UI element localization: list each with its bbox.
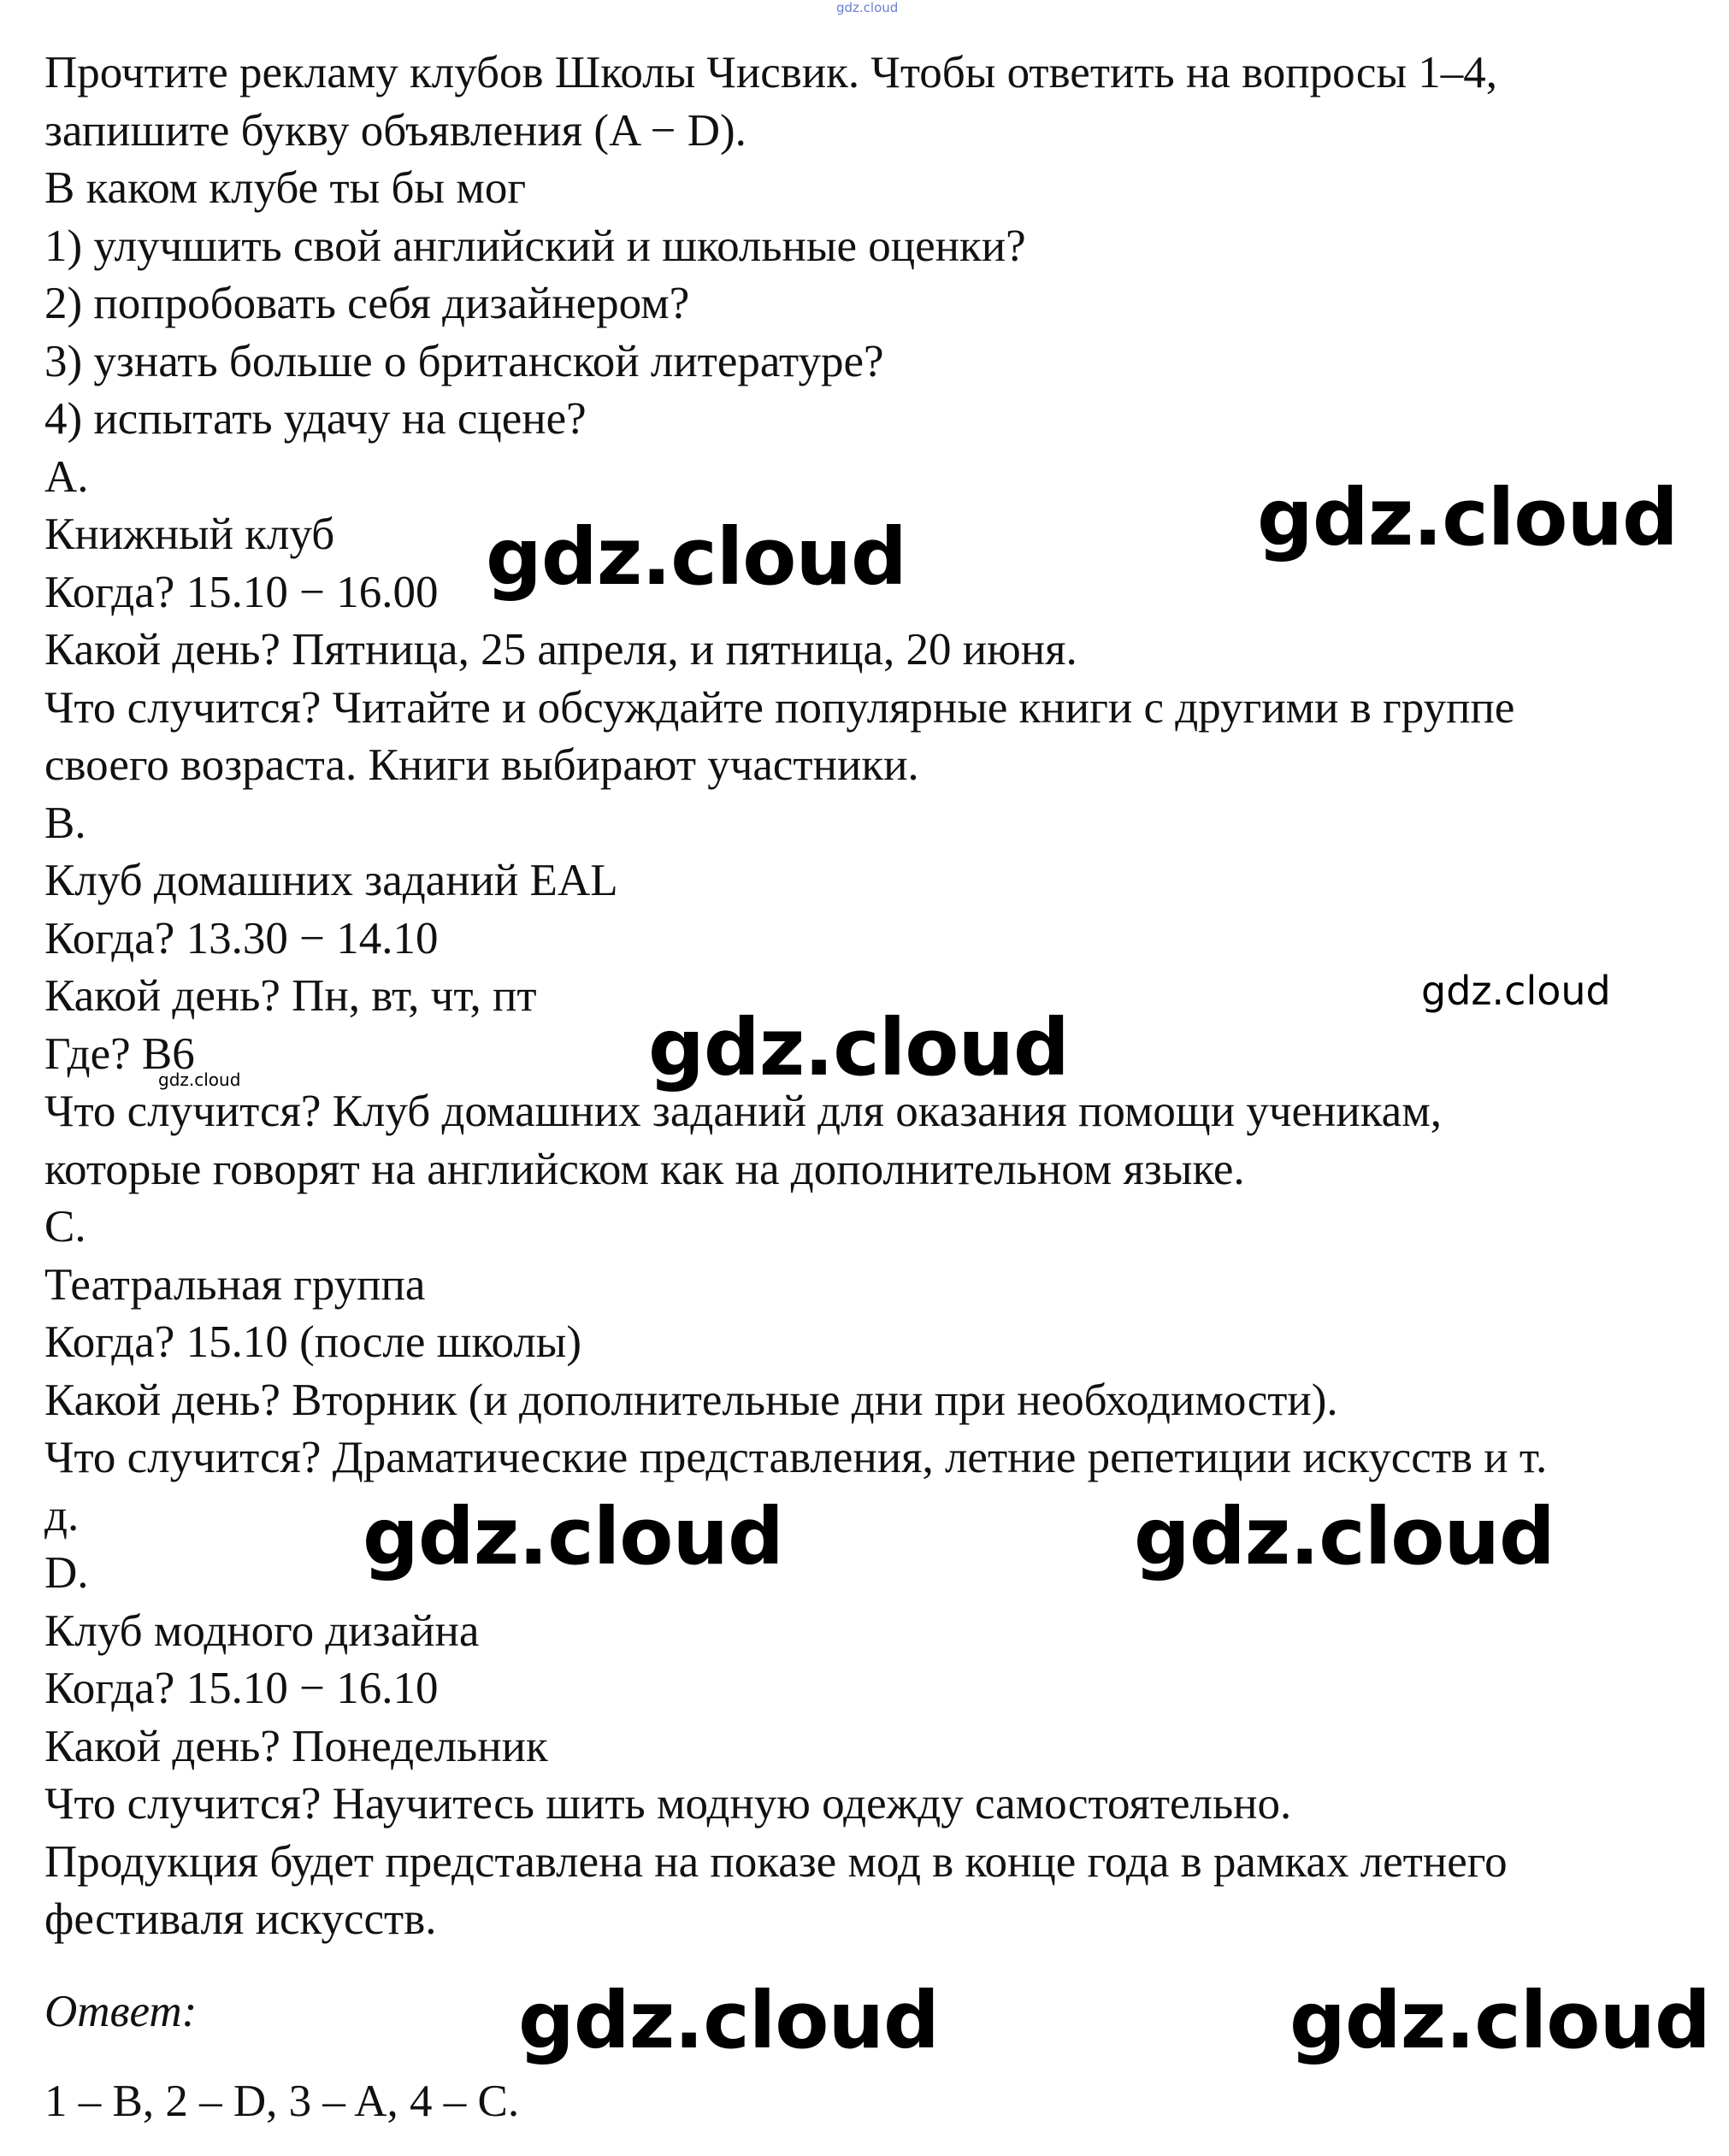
ad-d-what-1: Что случится? Научитесь шить модную одежду самостоятельно.	[44, 1779, 1292, 1829]
ad-a-day: Какой день? Пятница, 25 апреля, и пятница, 20 июня.	[44, 625, 1077, 674]
ad-d-what-2: Продукция будет представлена на показе мод в конце года в рамках летнего	[44, 1836, 1508, 1887]
answer-value: 1 – B, 2 – D, 3 – A, 4 – C.	[44, 2076, 520, 2126]
intro-line-1: Прочтите рекламу клубов Школы Чисвик. Чтобы ответить на вопросы 1–4,	[44, 48, 1498, 97]
ad-b-letter: B.	[44, 798, 86, 848]
ad-a-what-2: своего возраста. Книги выбирают участники.	[44, 740, 919, 790]
ad-c-what-1: Что случится? Драматические представления, летние репетиции искусств и т.	[44, 1433, 1548, 1482]
watermark-7: gdz.cloud	[1134, 1491, 1555, 1582]
ad-d-when: Когда? 15.10 − 16.10	[44, 1664, 439, 1713]
ad-a-title: Книжный клуб	[44, 510, 335, 559]
ad-b-title: Клуб домашних заданий EAL	[44, 856, 618, 905]
ad-b-where: Где? B6	[44, 1028, 195, 1079]
question-3: 3) узнать больше о британской литературе?	[44, 336, 884, 386]
question-1: 1) улучшить свой английский и школьные оценки?	[44, 221, 1026, 271]
watermark-1: gdz.cloud	[1257, 472, 1678, 563]
watermark-8: gdz.cloud	[518, 1975, 939, 2066]
ad-c-when: Когда? 15.10 (после школы)	[44, 1317, 582, 1367]
ad-b-day: Какой день? Пн, вт, чт, пт	[44, 971, 537, 1021]
ad-c-letter: C.	[44, 1202, 86, 1252]
question-4: 4) испытать удачу на сцене?	[44, 394, 587, 444]
ad-b-when: Когда? 13.30 − 14.10	[44, 913, 439, 963]
ad-c-what-2: д.	[44, 1490, 80, 1540]
watermark-top: gdz.cloud	[836, 0, 899, 15]
ad-c-title: Театральная группа	[44, 1259, 426, 1310]
ad-a-letter: A.	[44, 451, 89, 502]
ad-a-when: Когда? 15.10 − 16.00	[44, 567, 439, 617]
watermark-2: gdz.cloud	[486, 511, 906, 603]
ad-a-what-1: Что случится? Читайте и обсуждайте популярные книги с другими в группе	[44, 682, 1515, 733]
ad-b-what-1: Что случится? Клуб домашних заданий для оказания помощи ученикам,	[44, 1087, 1442, 1136]
ad-d-what-3: фестиваля искусств.	[44, 1894, 437, 1944]
ad-b-what-2: которые говорят на английском как на дополнительном языке.	[44, 1144, 1245, 1194]
ad-d-title: Клуб модного дизайна	[44, 1605, 480, 1656]
watermark-5: gdz.cloud	[158, 1069, 241, 1090]
watermark-4: gdz.cloud	[648, 1002, 1069, 1093]
question-2: 2) попробовать себя дизайнером?	[44, 279, 690, 328]
ad-d-letter: D.	[44, 1548, 89, 1598]
watermark-3: gdz.cloud	[1421, 968, 1611, 1014]
intro-line-3: В каком клубе ты бы мог	[44, 163, 527, 213]
watermark-6: gdz.cloud	[363, 1491, 783, 1582]
intro-line-2: запишите букву объявления (A − D).	[44, 105, 746, 156]
ad-d-day: Какой день? Понедельник	[44, 1721, 548, 1771]
watermark-9: gdz.cloud	[1289, 1975, 1710, 2066]
answer-label: Ответ:	[44, 1986, 198, 2036]
ad-c-day: Какой день? Вторник (и дополнительные дни при необходимости).	[44, 1375, 1338, 1425]
